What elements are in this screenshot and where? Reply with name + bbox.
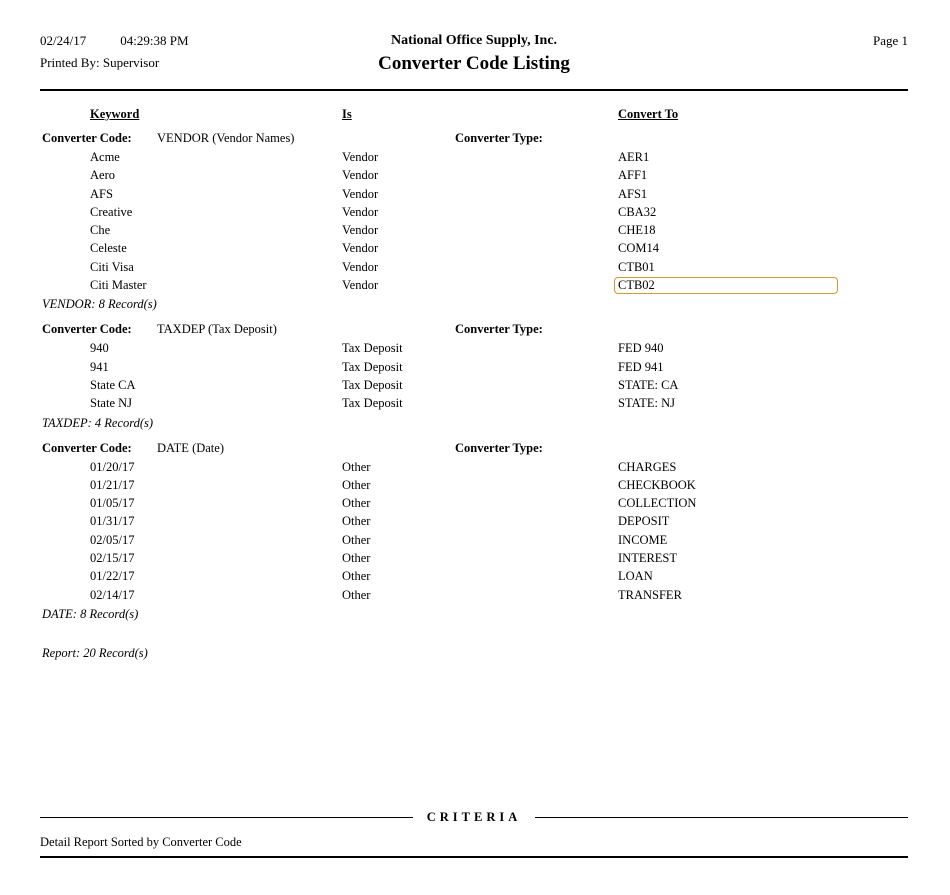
convert-to-cell: FED 940 [618, 341, 664, 356]
table-row [90, 494, 908, 512]
converter-type-label: Converter Type: [455, 440, 543, 455]
convert-to-cell[interactable]: CTB02 [614, 277, 838, 294]
convert-to-cell: AER1 [618, 150, 650, 164]
column-headers [90, 105, 908, 123]
header-divider [40, 89, 908, 91]
convert-to-cell: DEPOSIT [618, 514, 670, 529]
is-cell: Vendor [342, 259, 379, 274]
keyword-cell: 941 [90, 359, 109, 374]
converter-code-label: Converter Code: [42, 322, 132, 337]
print-time: 04:29:38 PM [120, 33, 189, 48]
table-row [90, 531, 908, 549]
table-row [90, 203, 908, 221]
convert-to-cell: CHE18 [618, 223, 656, 238]
criteria-text: Detail Report Sorted by Converter Code [40, 835, 242, 849]
report-header [40, 33, 908, 75]
keyword-cell: AFS [90, 186, 113, 201]
convert-to-cell: INTEREST [618, 551, 678, 566]
keyword-cell: 01/20/17 [90, 459, 135, 474]
is-cell: Other [342, 587, 371, 602]
is-cell: Vendor [342, 223, 379, 238]
report-footer [40, 810, 908, 858]
table-row [90, 276, 908, 294]
table-row [90, 185, 908, 203]
criteria-title: CRITERIA [426, 810, 522, 824]
keyword-cell: Che [90, 223, 111, 238]
convert-to-cell: STATE: CA [618, 377, 679, 392]
convert-to-cell: AFS1 [618, 186, 648, 201]
keyword-cell: State NJ [90, 396, 133, 411]
keyword-cell: 01/05/17 [90, 496, 135, 511]
converter-code-value: TAXDEP (Tax Deposit) [157, 322, 277, 337]
table-row [90, 586, 908, 604]
is-cell: Tax Deposit [342, 359, 403, 374]
section-header [42, 320, 908, 339]
criteria-line-right [535, 817, 908, 819]
is-cell: Tax Deposit [342, 396, 403, 411]
keyword-cell: 02/05/17 [90, 532, 135, 547]
keyword-cell: 01/22/17 [90, 569, 135, 584]
table-row [90, 512, 908, 530]
header-center [378, 33, 570, 75]
section-record-count: VENDOR: 8 Record(s) [42, 297, 157, 312]
is-cell: Other [342, 569, 371, 584]
keyword-cell: 940 [90, 341, 109, 356]
report-record-count: Report: 20 Record(s) [42, 645, 148, 660]
table-row [90, 339, 908, 357]
table-row [90, 567, 908, 585]
convert-to-cell: FED 941 [618, 359, 664, 374]
keyword-cell: Citi Master [90, 278, 147, 293]
is-cell: Other [342, 477, 371, 492]
is-cell: Vendor [342, 241, 379, 256]
keyword-cell: 02/15/17 [90, 551, 135, 566]
table-row [90, 458, 908, 476]
report-section [42, 320, 908, 432]
convert-to-cell: TRANSFER [618, 587, 682, 602]
report-content [42, 100, 908, 663]
keyword-cell: Creative [90, 204, 133, 219]
converter-code-value: VENDOR (Vendor Names) [157, 131, 295, 145]
page-number: Page 1 [872, 33, 908, 48]
is-cell: Vendor [342, 278, 379, 293]
criteria-divider [40, 810, 908, 825]
print-datetime [40, 33, 378, 49]
section-record-count: TAXDEP: 4 Record(s) [42, 415, 154, 430]
keyword-cell: 01/31/17 [90, 514, 135, 529]
is-cell: Other [342, 496, 371, 511]
table-row [90, 394, 908, 412]
table-row [90, 166, 908, 184]
is-cell: Other [342, 514, 371, 529]
convert-to-cell: AFF1 [618, 168, 648, 183]
converter-code-label: Converter Code: [42, 440, 132, 455]
convert-to-cell: CTB01 [618, 259, 655, 274]
keyword-cell: 01/21/17 [90, 477, 135, 492]
table-row [90, 239, 908, 257]
print-date: 02/24/17 [40, 33, 87, 48]
is-cell: Tax Deposit [342, 341, 403, 356]
convert-to-cell: CHECKBOOK [618, 477, 696, 492]
convert-to-cell: CHARGES [618, 459, 677, 474]
is-cell: Tax Deposit [342, 377, 403, 392]
convert-to-cell: INCOME [618, 532, 668, 547]
convert-to-cell: COM14 [618, 241, 659, 256]
report-section [42, 439, 908, 624]
convert-to-cell: LOAN [618, 569, 653, 584]
header-left [40, 33, 378, 71]
section-record-count: DATE: 8 Record(s) [42, 606, 139, 621]
section-header [42, 129, 908, 148]
is-cell: Other [342, 459, 371, 474]
table-row [90, 358, 908, 376]
is-cell: Vendor [342, 186, 379, 201]
is-cell: Vendor [342, 204, 379, 219]
table-row [90, 549, 908, 567]
convert-to-cell: STATE: NJ [618, 396, 675, 411]
converter-type-label: Converter Type: [455, 131, 543, 145]
keyword-cell: State CA [90, 377, 136, 392]
table-row [90, 148, 908, 166]
converter-type-label: Converter Type: [455, 322, 543, 337]
table-row [90, 376, 908, 394]
is-cell: Vendor [342, 168, 379, 183]
convert-to-cell: COLLECTION [618, 496, 697, 511]
convert-to-cell: CBA32 [618, 204, 657, 219]
column-header-convert-to: Convert To [618, 107, 679, 121]
bottom-divider [40, 856, 908, 858]
table-row [90, 221, 908, 239]
table-row [90, 258, 908, 276]
keyword-cell: Acme [90, 150, 120, 164]
table-row [90, 476, 908, 494]
is-cell: Other [342, 532, 371, 547]
is-cell: Other [342, 551, 371, 566]
converter-code-label: Converter Code: [42, 131, 132, 145]
criteria-line-left [40, 817, 413, 819]
is-cell: Vendor [342, 150, 379, 164]
keyword-cell: Aero [90, 168, 115, 183]
keyword-cell: Celeste [90, 241, 127, 256]
company-name: National Office Supply, Inc. [390, 33, 558, 48]
converter-code-value: DATE (Date) [157, 440, 224, 455]
column-header-is: Is [342, 107, 352, 121]
section-header [42, 439, 908, 458]
report-sections [42, 129, 908, 624]
page-title: Converter Code Listing [378, 53, 570, 74]
printed-by: Printed By: Supervisor [40, 55, 160, 70]
report-section [42, 129, 908, 314]
keyword-cell: Citi Visa [90, 259, 134, 274]
column-header-keyword: Keyword [90, 107, 140, 121]
keyword-cell: 02/14/17 [90, 587, 135, 602]
